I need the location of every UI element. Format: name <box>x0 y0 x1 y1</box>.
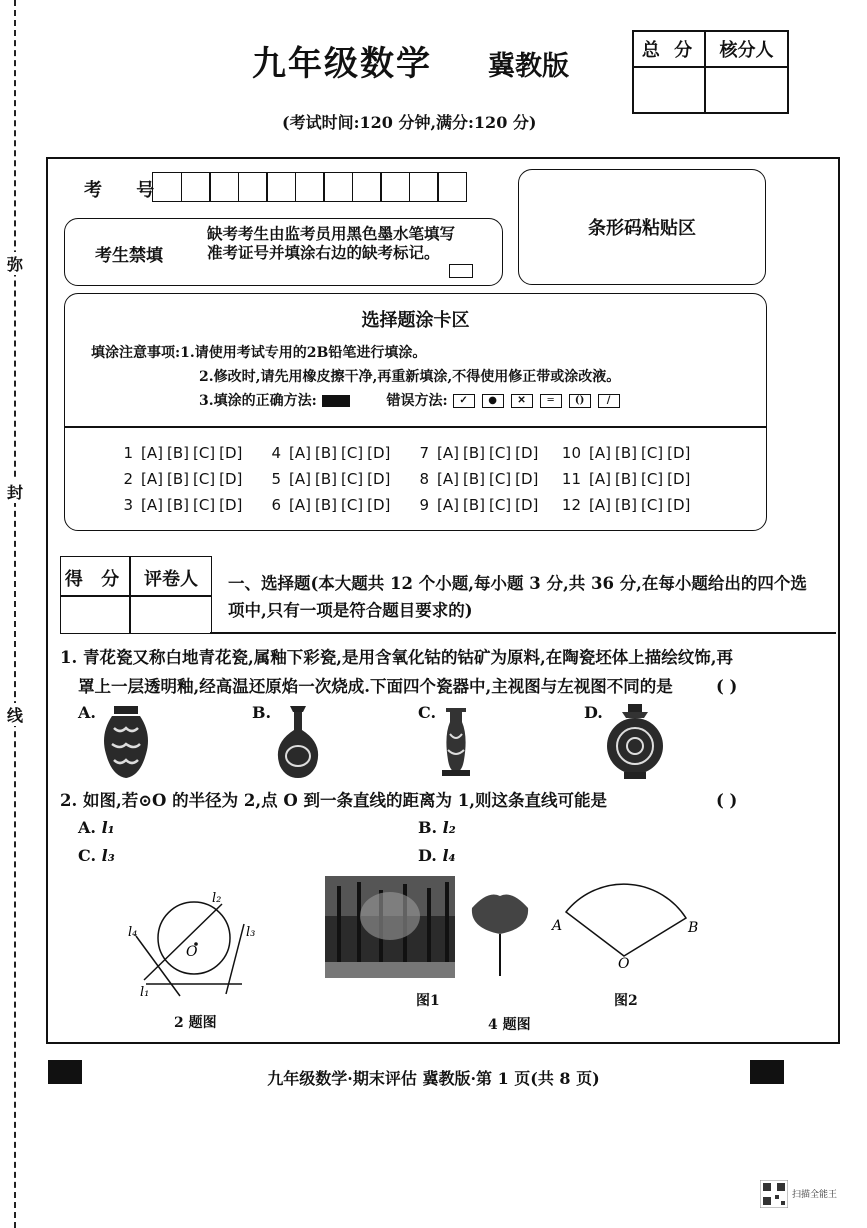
exam-number-cell[interactable] <box>437 172 467 202</box>
exam-number-cell[interactable] <box>152 172 182 202</box>
exam-number-cell[interactable] <box>409 172 439 202</box>
q2-answer-paren: ( ) <box>716 791 738 810</box>
fan-figure <box>548 870 708 970</box>
exam-number-label: 考 号 <box>84 180 169 201</box>
note-2: 2.修改时,请先用橡皮擦干净,再重新填涂,不得使用修正带或涂改液。 <box>199 369 621 385</box>
margin-char-xian: 线 <box>2 703 28 726</box>
fig4-caption: 4 题图 <box>488 1017 531 1033</box>
margin-char-mi: 弥 <box>2 252 28 275</box>
answer-row: 8 [A] [B] [C] [D] <box>419 470 539 488</box>
label-l1: l₁ <box>140 985 150 1000</box>
total-score-box <box>632 30 789 114</box>
wrong-label: 错误方法: <box>386 393 448 409</box>
q2-text: 2. 如图,若⊙O 的半径为 2,点 O 到一条直线的距离为 1,则这条直线可能是 <box>60 791 607 810</box>
exam-number-cell[interactable] <box>352 172 382 202</box>
absent-mark-box[interactable] <box>449 264 473 278</box>
checker-label: 核分人 <box>719 40 774 61</box>
barcode-label: 条形码粘贴区 <box>588 218 696 239</box>
fan-label-a: A <box>552 918 563 934</box>
q2-option-a: A. l₁ <box>78 818 115 837</box>
label-l2: l₂ <box>212 891 222 906</box>
fan-label-o: O <box>618 956 630 970</box>
answer-row: 7 [A] [B] [C] [D] <box>419 444 539 462</box>
fig2-caption: 2 题图 <box>174 1015 217 1031</box>
wrong-check-icon: ✓ <box>453 394 475 408</box>
total-score-label: 总 分 <box>641 40 697 61</box>
forest-photo <box>325 876 455 978</box>
label-l4: l₄ <box>128 925 138 940</box>
absent-instruction: 缺考考生由监考员用黑色墨水笔填写准考证号并填涂右边的缺考标记。 <box>207 224 456 262</box>
q1-option-a: A. <box>78 703 96 722</box>
exam-number-cell[interactable] <box>238 172 268 202</box>
wrong-line-icon: ═ <box>540 394 562 408</box>
exam-number-cell[interactable] <box>266 172 296 202</box>
scanner-brand: 扫描全能王 <box>792 1190 838 1200</box>
wrong-slash-icon: / <box>598 394 620 408</box>
margin-char-feng: 封 <box>2 480 28 503</box>
label-l3: l₃ <box>246 925 256 940</box>
wrong-dot-icon: ● <box>482 394 504 408</box>
correct-fill-sample <box>322 395 350 407</box>
section-score-table <box>60 556 212 634</box>
exam-number-cell[interactable] <box>209 172 239 202</box>
ginkgo-leaf-image <box>468 888 532 978</box>
exam-number-cell[interactable] <box>295 172 325 202</box>
absent-label: 考生禁填 <box>95 246 163 266</box>
q2-option-d: D. l₄ <box>418 846 456 865</box>
edition-label: 冀教版 <box>488 51 569 82</box>
q1-line2: 罩上一层透明釉,经高温还原焰一次烧成.下面四个瓷器中,主视图与左视图不同的是 <box>78 677 673 696</box>
section-divider <box>210 632 836 634</box>
qr-code-icon <box>760 1180 788 1208</box>
score-label: 得 分 <box>64 569 126 590</box>
answer-row: 5 [A] [B] [C] [D] <box>271 470 391 488</box>
q1-answer-paren: ( ) <box>716 677 738 696</box>
section1-heading: 一、选择题(本大题共 12 个小题,每小题 3 分,共 36 分,在每小题给出的四个选项中,只有一项是符合题目要求的) <box>228 574 807 620</box>
answer-row: 12 [A] [B] [C] [D] <box>561 496 691 514</box>
note-label: 填涂注意事项:1.请使用考试专用的2B铅笔进行填涂。 <box>91 345 427 361</box>
q2-option-b: B. l₂ <box>418 818 456 837</box>
q1-option-d: D. <box>584 703 603 722</box>
wrong-cross-icon: ✕ <box>511 394 533 408</box>
exam-number-cell[interactable] <box>181 172 211 202</box>
answer-row: 2 [A] [B] [C] [D] <box>123 470 243 488</box>
page-footer: 九年级数学·期末评估 冀教版·第 1 页(共 8 页) <box>267 1069 600 1088</box>
q1-option-b: B. <box>252 703 272 722</box>
q2-option-c: C. l₃ <box>78 846 115 865</box>
barcode-area <box>518 169 766 285</box>
vase-d-image <box>602 702 668 780</box>
answer-row: 4 [A] [B] [C] [D] <box>271 444 391 462</box>
img1-caption: 图1 <box>416 993 440 1009</box>
scanner-watermark <box>760 1180 852 1210</box>
answer-row: 10 [A] [B] [C] [D] <box>561 444 691 462</box>
fan-label-b: B <box>688 920 699 936</box>
vase-b-image <box>268 704 328 780</box>
reviewer-label: 评卷人 <box>144 569 198 590</box>
binding-margin-line <box>14 0 16 1228</box>
q1-option-c: C. <box>418 703 437 722</box>
center-o-label: O <box>186 944 198 960</box>
answer-card-title: 选择题涂卡区 <box>361 310 470 331</box>
exam-number-cell[interactable] <box>323 172 353 202</box>
vase-c-image <box>432 706 480 778</box>
answer-card <box>64 293 767 531</box>
q2-figure <box>126 884 266 1004</box>
answer-row: 9 [A] [B] [C] [D] <box>419 496 539 514</box>
note-3: 3.填涂的正确方法: 错误方法: ✓ ● ✕ ═ () / <box>199 390 627 410</box>
absent-box <box>64 218 503 286</box>
exam-info: (考试时间:120 分钟,满分:120 分) <box>282 113 537 132</box>
answer-row: 3 [A] [B] [C] [D] <box>123 496 243 514</box>
answer-row: 1 [A] [B] [C] [D] <box>123 444 243 462</box>
note-1: 1.请使用考试专用的2B铅笔进行填涂。 <box>180 345 427 361</box>
vase-a-image <box>96 704 156 780</box>
exam-number-cell[interactable] <box>380 172 410 202</box>
wrong-circle-icon: () <box>569 394 591 408</box>
page-title: 九年级数学 <box>252 44 432 84</box>
q1-line1: 1. 青花瓷又称白地青花瓷,属釉下彩瓷,是用含氧化钴的钴矿为原料,在陶瓷坯体上描绘纹饰,再 <box>60 648 733 667</box>
exam-number-boxes <box>152 172 466 202</box>
answer-row: 6 [A] [B] [C] [D] <box>271 496 391 514</box>
img2-caption: 图2 <box>614 993 638 1009</box>
answer-row: 11 [A] [B] [C] [D] <box>561 470 691 488</box>
